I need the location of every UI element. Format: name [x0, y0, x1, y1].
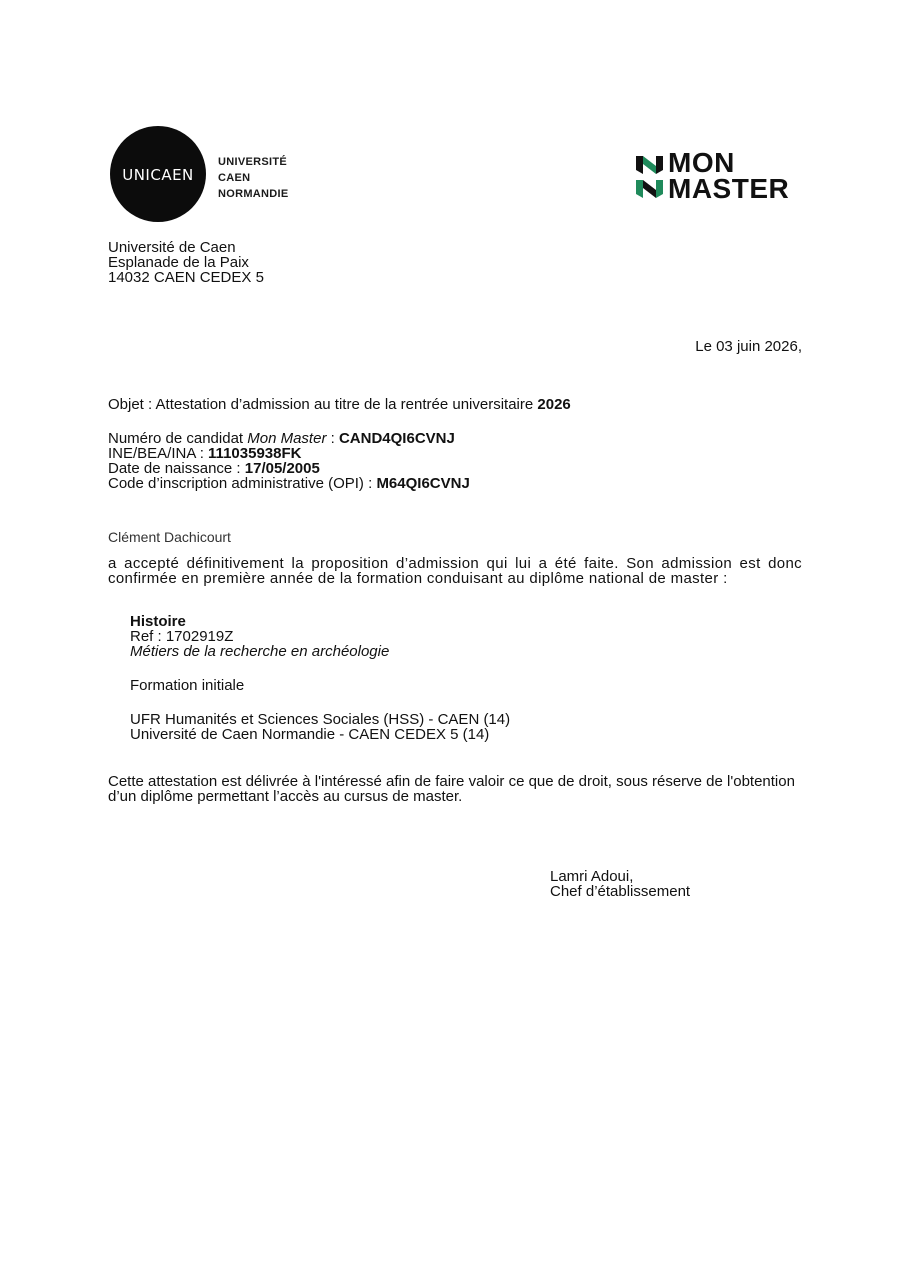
signature-block — [550, 869, 690, 899]
address-line: 14032 CAEN CEDEX 5 — [108, 269, 264, 286]
address-line: Esplanade de la Paix — [108, 254, 249, 271]
formation-institution — [130, 712, 510, 742]
monmaster-logo — [636, 147, 806, 204]
candidate-number: CAND4QI6CVNJ — [338, 430, 455, 447]
subject-year: 2026 — [537, 396, 571, 413]
formation-block — [130, 614, 389, 659]
birth-date-value: 17/05/2005 — [244, 460, 320, 477]
subject-line: Objet : Attestation d’admission au titre de la rentrée universitaire 2026 — [108, 396, 571, 413]
ine-row: INE/BEA/INA : 111035938FK — [108, 445, 302, 462]
birth-date-row: Date de naissance : 17/05/2005 — [108, 460, 320, 477]
formation-university: Université de Caen Normandie - CAEN CEDEX 5 (14) — [130, 726, 490, 743]
formation-parcours: Métiers de la recherche en archéologie — [130, 643, 390, 660]
monmaster-logo-text: MON MASTER — [668, 147, 790, 204]
signatory-name: Lamri Adoui, — [550, 868, 634, 885]
formation-ref: Ref : 1702919Z — [130, 628, 234, 645]
monmaster-mark-icon — [636, 150, 664, 202]
university-logo — [108, 124, 308, 224]
signatory-title: Chef d’établissement — [550, 883, 691, 900]
address-line: Université de Caen — [108, 239, 236, 256]
svg-text:UNICAEN: UNICAEN — [122, 166, 194, 184]
acceptance-paragraph: a accepté définitivement la proposition d’admission qui lui a été faite. Son admission est donc confirmée en première année de la formation conduisant au diplôme national de master : — [108, 555, 802, 587]
opi-value: M64QI6CVNJ — [376, 475, 470, 492]
opi-row: Code d’inscription administrative (OPI) : M64QI6CVNJ — [108, 475, 470, 492]
university-logo-text: UNIVERSITÉ CAEN NORMANDIE — [218, 156, 289, 200]
formation-title: Histoire — [130, 613, 186, 630]
candidate-name: Clément Dachicourt — [108, 529, 231, 545]
formation-ufr: UFR Humanités et Sciences Sociales (HSS) - CAEN (14) — [130, 711, 511, 728]
sender-address — [108, 240, 264, 285]
ine-value: 111035938FK — [208, 445, 302, 462]
date-line: Le 03 juin 2026, — [695, 338, 802, 355]
formation-type: Formation initiale — [130, 677, 245, 694]
candidate-identifiers — [108, 431, 470, 491]
closing-paragraph: Cette attestation est délivrée à l'intéressé afin de faire valoir ce que de droit, sous réserve de l'obtention d’un diplôme permettant l’accès au cursus de master. — [108, 773, 795, 805]
university-seal-icon — [108, 124, 208, 224]
candidate-number-row: Numéro de candidat Mon Master : CAND4QI6CVNJ — [108, 430, 455, 447]
